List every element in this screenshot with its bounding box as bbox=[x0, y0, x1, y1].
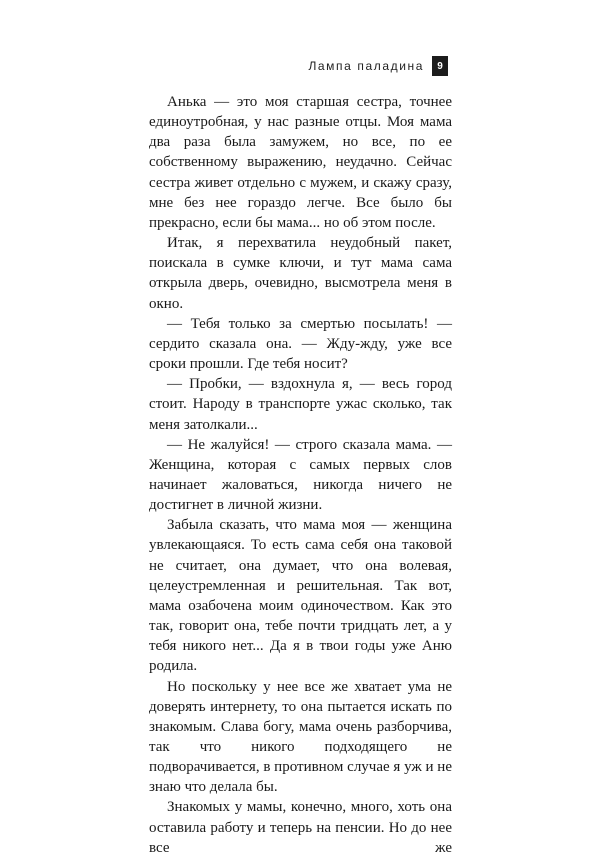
paragraph: — Не жалуйся! — строго сказала мама. — Женщина, которая с самых первых слов начинает жаловаться, никогда ничего не достигнет в личной жизни. bbox=[149, 436, 452, 514]
running-title: Лампа паладина bbox=[308, 59, 424, 73]
paragraph: Знакомых у мамы, конечно, много, хоть она оставила работу и теперь на пенсии. Но до нее все же bbox=[149, 799, 452, 856]
running-head bbox=[308, 56, 448, 76]
page-number: 9 bbox=[432, 56, 448, 76]
paragraph: Но поскольку у нее все же хватает ума не доверять интернету, то она пытается искать по знакомым. Слава богу, мама очень разборчива, так что никого подходящего не подворачивается, в противном случае я уж и не знаю что делала бы. bbox=[149, 678, 452, 796]
paragraph: Анька — это моя старшая сестра, точнее единоутробная, у нас разные отцы. Моя мама два раза была замужем, но все, по ее собственному выражению, неудачно. Сейчас сестра живет отдельно с мужем, и скажу сразу, мне без нее гораздо легче. Все было бы прекрасно, если бы мама... но об этом после. bbox=[149, 94, 452, 231]
paragraph: Итак, я перехватила неудобный пакет, поискала в сумке ключи, и тут мама сама открыла дверь, очевидно, высмотрела меня в окно. bbox=[149, 235, 452, 312]
body-text bbox=[149, 92, 452, 858]
paragraph: — Пробки, — вздохнула я, — весь город стоит. Народу в транспорте ужас сколько, так меня затолкали... bbox=[149, 376, 452, 433]
paragraph: — Тебя только за смертью посылать! — сердито сказала она. — Жду-жду, уже все сроки прошли. Где тебя носит? bbox=[149, 315, 452, 373]
paragraph: Забыла сказать, что мама моя — женщина увлекающаяся. То есть сама себя она таковой не считает, она думает, что она волевая, целеустремленная и решительная. Так вот, мама озабочена моим одиночеством. Как это так, говорит она, тебе почти тридцать лет, а у тебя никого нет... Да я в твои годы уже Аню родила. bbox=[149, 517, 452, 675]
